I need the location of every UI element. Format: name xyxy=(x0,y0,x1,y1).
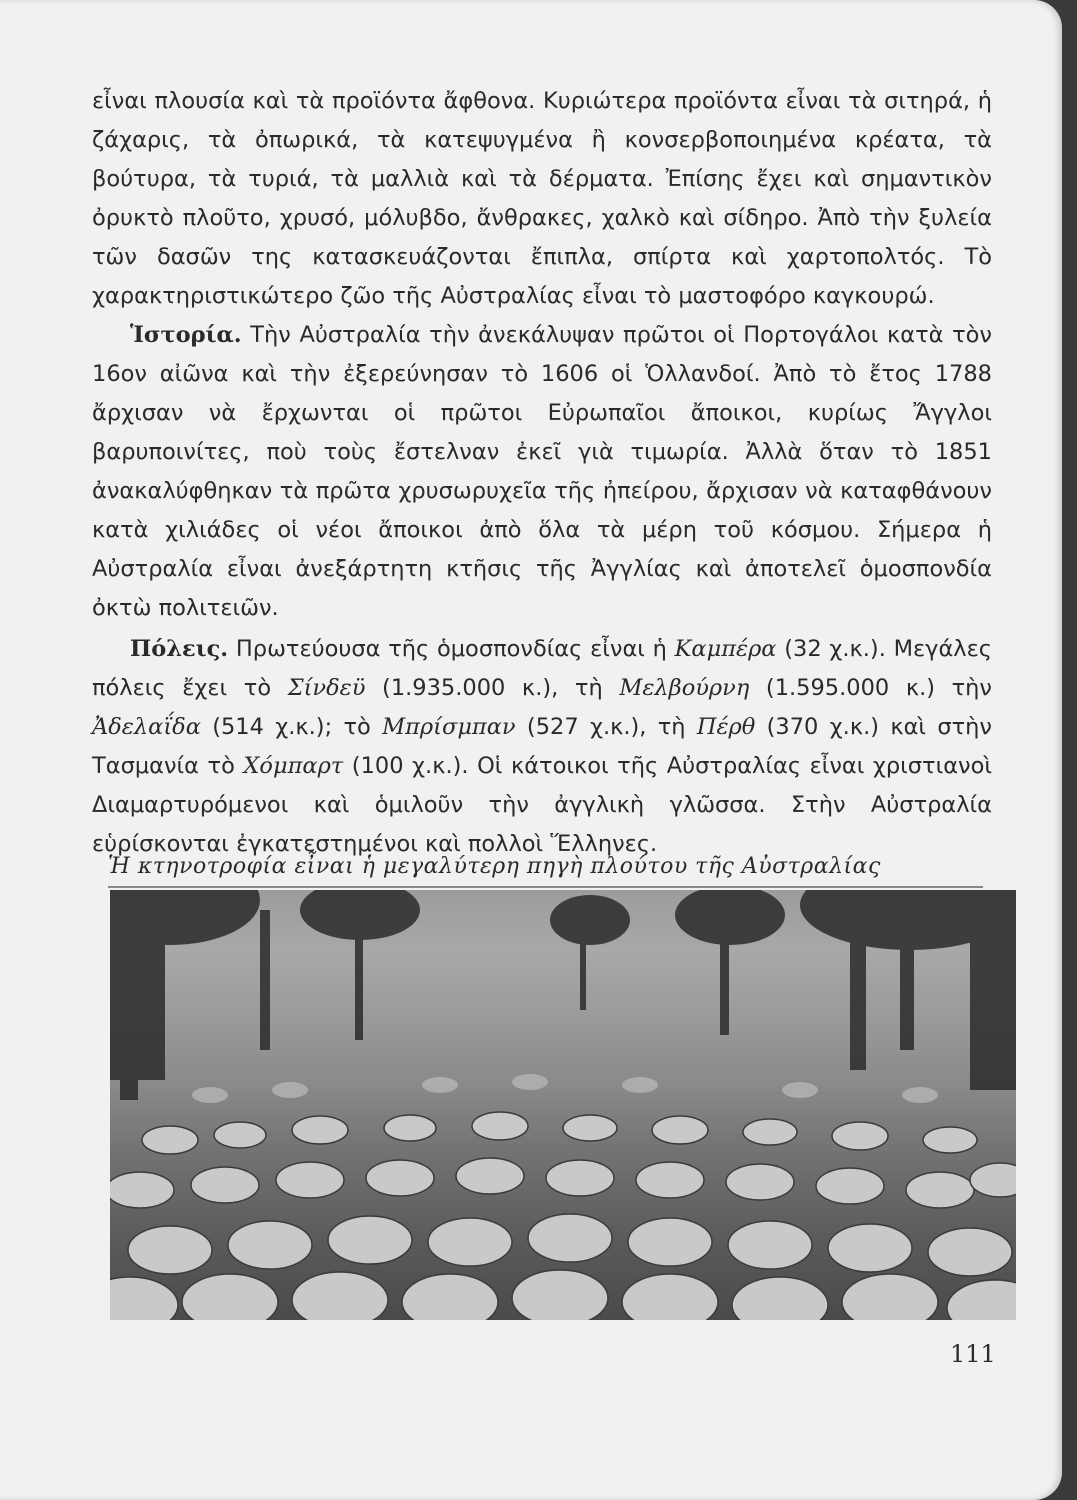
cities-text: Πρωτεύουσα τῆς ὁμοσπονδίας εἶναι ἡ xyxy=(228,636,675,662)
cities-text: (1.935.000 κ.), τὴ xyxy=(365,675,620,701)
city-perth: Πέρθ xyxy=(696,714,756,740)
city-adelaide: Ἀδελαΐδα xyxy=(92,714,201,740)
city-sydney: Σίνδεϋ xyxy=(287,675,366,701)
page-number: 111 xyxy=(950,1340,996,1368)
city-hobart: Χόμπαρτ xyxy=(243,753,344,779)
body-text xyxy=(92,82,992,864)
photo-caption: Ἡ κτηνοτροφία εἶναι ἡ μεγαλύτερη πηγὴ πλούτου τῆς Αὐστραλίας xyxy=(108,854,881,879)
history-heading: Ἱστορία. xyxy=(130,322,242,348)
city-canberra: Καμπέρα xyxy=(674,636,777,662)
cities-text: (100 χ.κ.). Οἱ κάτοικοι τῆς Αὐστραλίας εἶναι χριστιανοὶ Διαμαρτυρόμενοι καὶ ὁμιλοῦν τὴν ἀγγλικὴ γλῶσσα. Στὴν Αὐστραλία εὑρίσκονται ἐγκατεστημένοι καὶ πολλοὶ Ἕλληνες. xyxy=(92,753,992,857)
cities-text: (527 χ.κ.), τὴ xyxy=(515,714,697,740)
cities-text: (514 χ.κ.); τὸ xyxy=(200,714,383,740)
cities-text: (1.595.000 κ.) τὴν xyxy=(749,675,993,701)
city-melbourne: Μελβούρνη xyxy=(619,675,750,701)
cities-heading: Πόλεις. xyxy=(130,636,229,662)
caption-divider xyxy=(108,886,983,888)
paragraph-history xyxy=(92,316,992,628)
sheep-flock-photo xyxy=(110,890,1016,1320)
sheep-flock-illustration xyxy=(110,890,1016,1320)
cities-text: (32 χ.κ.). Μεγάλες πόλεις ἔχει τὸ xyxy=(92,636,992,701)
paragraph-cities xyxy=(92,630,992,864)
city-brisbane: Μπρίσμπαν xyxy=(382,714,516,740)
cities-text: (370 χ.κ.) καὶ στὴν Τασμανία τὸ xyxy=(92,714,992,779)
paragraph-products: εἶναι πλουσία καὶ τὰ προϊόντα ἄφθονα. Κυριώτερα προϊόντα εἶναι τὰ σιτηρά, ἡ ζάχαρις, τὰ ὀπωρικά, τὰ κατεψυγμένα ἢ κονσερβοποιημένα κρέατα, τὰ βούτυρα, τὰ τυριά, τὰ μαλλιὰ καὶ τὰ δέρματα. Ἐπίσης ἔχει καὶ σημαντικὸν ὀρυκτὸ πλοῦτο, χρυσό, μόλυβδο, ἄνθρακες, χαλκὸ καὶ σίδηρο. Ἀπὸ τὴν ξυλεία τῶν δασῶν της κατασκευάζονται ἔπιπλα, σπίρτα καὶ χαρτοπολτός. Τὸ χαρακτηριστικώτερο ζῶο τῆς Αὐστραλίας εἶναι τὸ μαστοφόρο καγκουρώ. xyxy=(92,88,992,309)
history-text: Τὴν Αὐστραλία τὴν ἀνεκάλυψαν πρῶτοι οἱ Πορτογάλοι κατὰ τὸν 16ον αἰῶνα καὶ τὴν ἐξερεύνησαν τὸ 1606 οἱ Ὁλλανδοί. Ἀπὸ τὸ ἔτος 1788 ἄρχισαν νὰ ἔρχωνται οἱ πρῶτοι Εὐρωπαῖοι ἄποικοι, κυρίως Ἄγγλοι βαρυποινίτες, ποὺ τοὺς ἔστελναν ἐκεῖ γιὰ τιμωρία. Ἀλλὰ ὅταν τὸ 1851 ἀνακαλύφθηκαν τὰ πρῶτα χρυσωρυχεῖα τῆς ἠπείρου, ἄρχισαν νὰ καταφθάνουν κατὰ χιλιάδες οἱ νέοι ἄποικοι ἀπὸ ὅλα τὰ μέρη τοῦ κόσμου. Σήμερα ἡ Αὐστραλία εἶναι ἀνεξάρτητη κτῆσις τῆς Ἀγγλίας καὶ ἀποτελεῖ ὁμοσπονδία ὀκτὼ πολιτειῶν. xyxy=(92,322,992,621)
